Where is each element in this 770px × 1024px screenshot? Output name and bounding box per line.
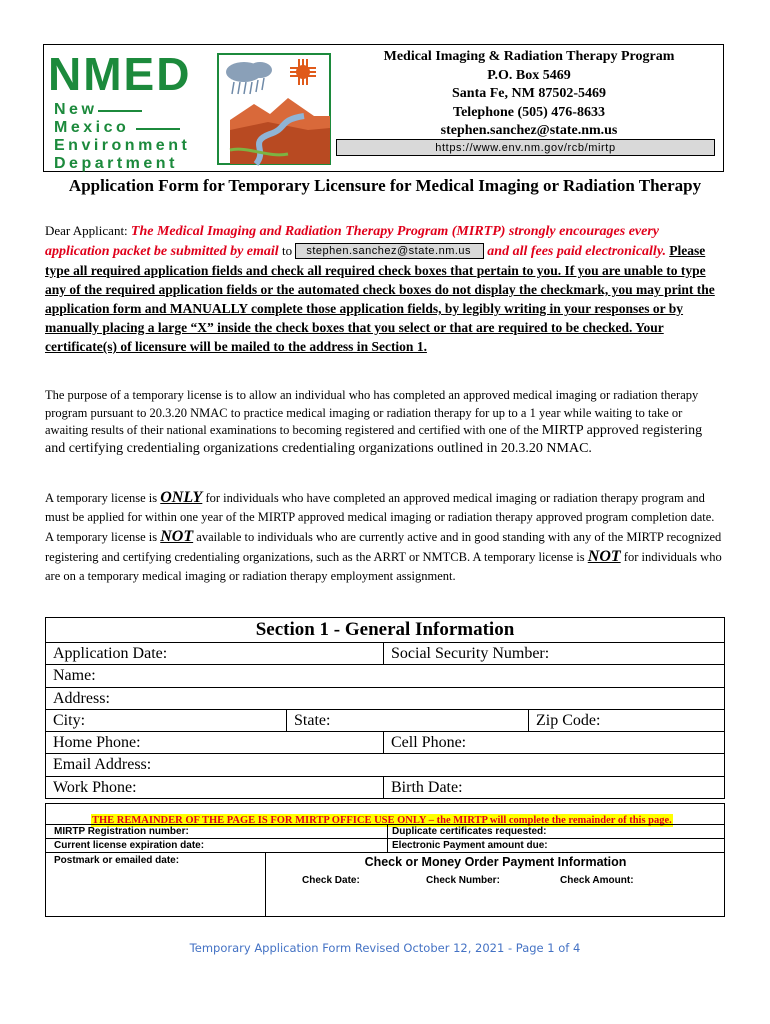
cloud-icon <box>248 62 272 78</box>
website-url-field[interactable]: https://www.env.nm.gov/rcb/mirtp <box>336 139 715 156</box>
name-label: Name: <box>53 667 96 685</box>
application-date-field[interactable] <box>46 643 383 664</box>
office-use-box <box>45 803 725 917</box>
ssn-label: Social Security Number: <box>391 645 550 662</box>
contact-email: stephen.sanchez@state.nm.us <box>440 123 618 138</box>
check-amount-field[interactable]: Check Amount: <box>560 875 634 886</box>
home-phone-label: Home Phone: <box>53 734 141 752</box>
birth-date-field[interactable] <box>383 777 724 798</box>
email-field[interactable] <box>46 754 724 775</box>
row-work-birth <box>46 777 724 798</box>
electronic-payment-field[interactable]: Electronic Payment amount due: <box>392 840 548 851</box>
email-request-part2: and all fees paid electronically. <box>487 244 667 259</box>
to-word: to <box>281 243 293 258</box>
check-number-field[interactable]: Check Number: <box>426 875 500 886</box>
office-use-banner-text: THE REMAINDER OF THE PAGE IS FOR MIRTP OFFICE USE ONLY – the MIRTP will complete the remainder of this page. <box>92 815 672 826</box>
logo-line-environment: Environment <box>54 137 191 154</box>
registration-number-field[interactable]: MIRTP Registration number: <box>54 826 189 837</box>
applicant-email-field[interactable]: stephen.sanchez@state.nm.us <box>295 243 484 259</box>
eligibility-paragraph <box>45 488 725 586</box>
row-city-state-zip <box>46 710 724 732</box>
po-box: P.O. Box 5469 <box>487 67 571 83</box>
logo-line-department: Department <box>54 155 178 172</box>
eligibility-a: A temporary license is <box>45 491 158 505</box>
eligibility-c: available to individuals who are currently active and in good standing with any of the MIRTP recognized registering and certifying credentialing organizations, such as the ARRT or NMTCB. A temporary license is <box>45 530 722 564</box>
application-date-label: Application Date: <box>53 645 168 662</box>
instructions-text: Please type all required application fields and check all required check boxes that pertain to you. If you are unable to type any of the required application fields or the automated check boxes do not display the checkmark, you may print the application form and MANUALLY complete those application fields, by legibly writing in your responses or by manually placing a large “X” inside the check boxes that you select or that are required to be checked. Your certificate(s) of licensure will be mailed to the address in Section 1. <box>45 243 715 354</box>
license-expiration-field[interactable]: Current license expiration date: <box>54 840 205 851</box>
logo-rule <box>136 128 180 130</box>
home-phone-field[interactable] <box>46 732 383 753</box>
row-address <box>46 688 724 710</box>
state-field[interactable] <box>286 710 528 731</box>
only-emphasis: ONLY <box>160 489 203 506</box>
telephone: Telephone (505) 476-8633 <box>453 104 605 120</box>
intro-paragraph <box>45 221 725 356</box>
eligibility-b: for individuals who have completed an approved medical imaging or radiation therapy program and must be applied for within one year of the MIRTP approved medical imaging or radiation therapy approved program completion date. A temporary license is <box>45 491 715 544</box>
logo-rule <box>98 110 142 112</box>
form-title: Application Form for Temporary Licensure for Medical Imaging or Radiation Therapy <box>68 176 702 195</box>
row-name <box>46 665 724 687</box>
address-label: Address: <box>53 689 110 707</box>
postmark-field[interactable]: Postmark or emailed date: <box>54 855 180 866</box>
logo-abbr: NMED <box>48 48 192 100</box>
city-state-zip: Santa Fe, NM 87502-5469 <box>452 86 606 101</box>
ssn-field[interactable] <box>383 643 724 664</box>
cell-phone-field[interactable] <box>383 732 724 753</box>
row-application-date <box>46 643 724 665</box>
work-phone-label: Work Phone: <box>53 778 137 796</box>
divider <box>387 824 388 852</box>
zip-field[interactable] <box>528 710 724 731</box>
row-email <box>46 754 724 776</box>
address-field[interactable] <box>46 688 724 709</box>
zia-rays-icon <box>290 59 316 85</box>
purpose-text-1: The purpose of a temporary license is to allow an individual who has completed an approved medical imaging or radiation therapy program pursuant to 20.3.20 NMAC to practice medical imaging or radiation therapy for up to a 1 year while waiting to take or awaiting results of their national examinations to becoming registered and certified with one of the <box>45 388 699 437</box>
divider <box>46 852 724 853</box>
work-phone-field[interactable] <box>46 777 383 798</box>
state-label: State: <box>294 711 331 729</box>
program-name: Medical Imaging & Radiation Therapy Program <box>383 49 675 64</box>
duplicate-certs-field[interactable]: Duplicate certificates requested: <box>392 826 547 837</box>
not-emphasis-2: NOT <box>587 548 621 565</box>
purpose-text-2: MIRTP approved registering and certifying credentialing organizations credentialing organizations outlined in 20.3.20 NMAC. <box>45 423 703 456</box>
check-date-field[interactable]: Check Date: <box>302 875 360 886</box>
email-request-part1: The Medical Imaging and Radiation Therapy Program (MIRTP) strongly encourages every application packet be submitted by email <box>45 224 660 259</box>
contact-block <box>340 48 718 141</box>
not-emphasis-1: NOT <box>160 528 194 545</box>
city-label: City: <box>53 711 86 729</box>
row-phones <box>46 732 724 754</box>
logo-line-mexico: Mexico <box>54 119 130 136</box>
page-footer: Temporary Application Form Revised October 12, 2021 - Page 1 of 4 <box>189 941 581 955</box>
section1-table <box>45 617 725 799</box>
city-field[interactable] <box>46 710 286 731</box>
cell-phone-label: Cell Phone: <box>391 734 467 752</box>
salutation: Dear Applicant: <box>45 223 128 238</box>
zip-label: Zip Code: <box>536 711 601 729</box>
email-label: Email Address: <box>53 756 152 774</box>
name-field[interactable] <box>46 665 724 686</box>
nmed-logo-icon <box>208 50 336 168</box>
birth-date-label: Birth Date: <box>391 778 463 796</box>
check-payment-heading: Check or Money Order Payment Information <box>364 855 627 869</box>
purpose-paragraph <box>45 387 725 457</box>
eligibility-d: for individuals who are on a temporary medical imaging or radiation therapy employment assignment. <box>45 550 722 583</box>
office-use-banner <box>91 810 681 826</box>
section1-title: Section 1 - General Information <box>46 618 724 643</box>
logo-line-new: New <box>54 101 98 118</box>
